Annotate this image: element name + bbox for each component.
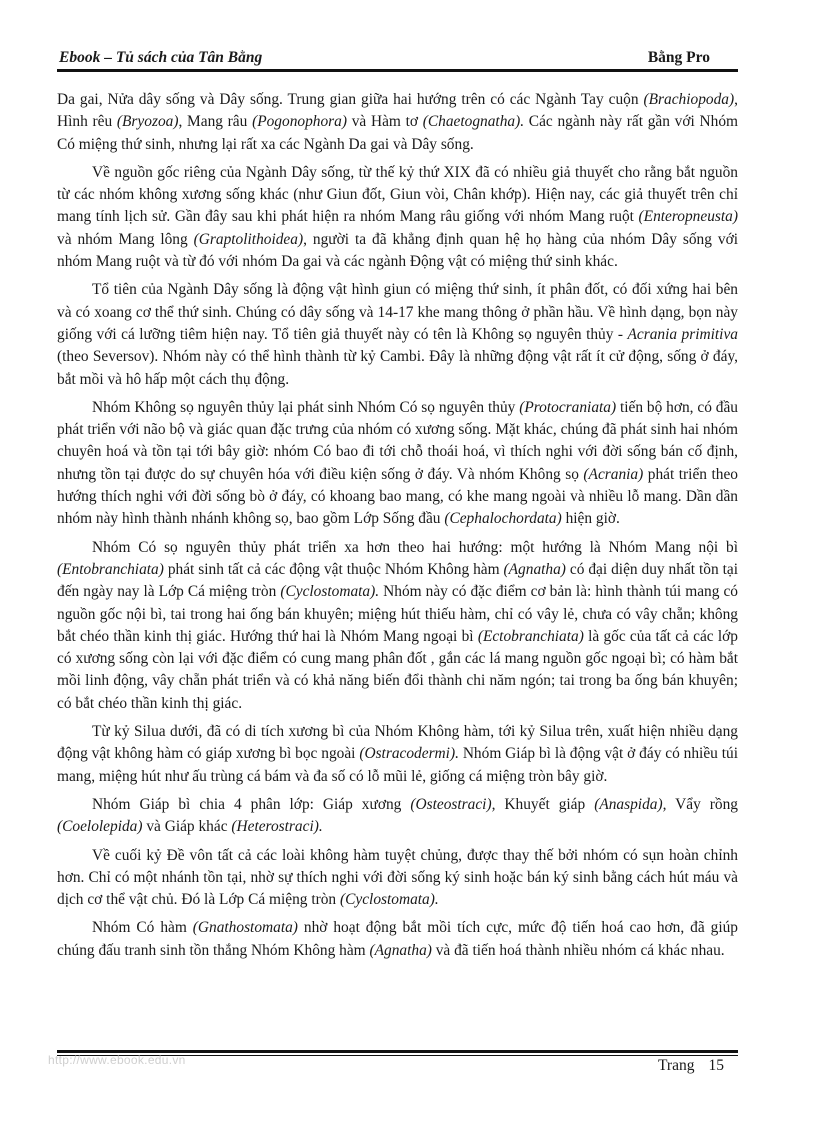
text-run: , Hình rêu	[57, 91, 738, 131]
text-run: (theo Seversov). Nhóm này có thể hình thành từ kỷ Cambi. Đây là những động vật rất ít cử động, sống ở đáy, bắt mồi và hô hấp một cách thụ động.	[57, 348, 738, 388]
paragraph	[57, 89, 738, 156]
text-run: Nhóm Giáp bì là động vật ở đáy có nhiều túi mang, miệng hút như ấu trùng cá bám và đa số có lỗ mũi lẻ, giống cá miệng tròn bây giờ.	[57, 745, 738, 785]
text-run: Từ kỷ Silua dưới, đã có di tích xương bì của Nhóm Không hàm, tới kỷ Silua trên, xuất hiện nhiều dạng động vật không hàm có giáp xương bì bọc ngoài	[57, 723, 738, 763]
header-ebook-title: Ebook – Tủ sách của Tân Bằng	[59, 49, 263, 66]
italic-term: (Coelolepida)	[57, 818, 143, 836]
text-run: , người ta đã khẳng định quan hệ họ hàng của nhóm Dây sống với nhóm Mang ruột và từ đó với nhóm Da gai và các ngành Động vật có miệng thứ sinh khác.	[57, 230, 738, 271]
italic-term: (Graptolithoidea)	[193, 230, 304, 248]
italic-term: (Cyclostomata).	[280, 583, 380, 601]
footer-watermark-url: http://www.ebook.edu.vn	[48, 1053, 186, 1067]
italic-term: (Agnatha)	[369, 941, 432, 959]
italic-term: (Acrania)	[583, 465, 644, 483]
page-label: Trang	[658, 1057, 695, 1074]
text-run: và Giáp khác	[142, 818, 232, 836]
italic-term: (Protocraniata)	[519, 398, 617, 416]
text-run: Nhóm Có sọ nguyên thủy phát triển xa hơn theo hai hướng: một hướng là Nhóm Mang nội bì	[92, 538, 738, 556]
paragraph	[57, 794, 738, 839]
text-run: Các ngành này rất gần với Nhóm Có miệng thứ sinh, nhưng lại rất xa các Ngành Da gai và Dây sống.	[57, 113, 738, 153]
paragraph	[57, 537, 738, 715]
italic-term: (Ostracodermi).	[359, 745, 459, 763]
paragraph	[57, 162, 738, 273]
italic-term: Acrania primitiva	[627, 325, 738, 343]
text-run: , Mang râu	[178, 113, 253, 131]
text-run: phát sinh tất cả các động vật thuộc Nhóm Không hàm	[163, 560, 504, 578]
italic-term: (Enteropneusta)	[638, 208, 738, 226]
text-run: Nhóm Giáp bì chia 4 phân lớp: Giáp xương	[92, 795, 411, 813]
page-number: 15	[708, 1057, 724, 1074]
italic-term: (Anaspida),	[594, 795, 667, 813]
italic-term: (Pogonophora)	[252, 113, 347, 131]
text-run: Về cuối kỷ Đề vôn tất cả các loài không hàm tuyệt chủng, được thay thế bởi nhóm có sụn hoàn chỉnh hơn. Chỉ có một nhánh tồn tại, nhờ sự thích nghi với đời sống ký sinh hoặc bán ký sinh bằng cách hút máu và dịch cơ thể vật chủ. Đó là Lớp Cá miệng tròn	[57, 846, 738, 909]
text-run: nhờ hoạt động bắt mồi tích cực, mức độ tiến hoá cao hơn, đã giúp chúng đấu tranh sinh tồn thắng Nhóm Không hàm	[57, 919, 738, 959]
text-run: Nhóm này có đặc điểm cơ bản là: hình thành túi mang có nguồn gốc nội bì, tai trong hai ống bán khuyên; miệng hút thiếu hàm, chỉ có vây lẻ, chưa có vây chẵn; không bắt chéo thần kinh thị giác. Hướng thứ hai là Nhóm Mang ngoại bì	[57, 583, 738, 645]
text-run: và đã tiến hoá thành nhiều nhóm cá khác nhau.	[431, 941, 725, 959]
text-run: Nhóm Không sọ nguyên thủy lại phát sinh Nhóm Có sọ nguyên thủy	[92, 398, 520, 416]
page-number-block	[658, 1057, 724, 1075]
text-run: tiến bộ hơn, có đầu phát triển với não bộ và giác quan đặc trưng của nhóm có xương sống. Mặt khác, chúng đã phát sinh hai nhóm chuyên hoá và tồn tại tới bây giờ: nhóm Có bao đi tới chỗ thoái hoá, vì thích nghi với đời sống bán cố định, nhưng tồn tại được do sự chuyên hóa với điều kiện sống ở đáy. Và nhóm Không sọ	[57, 398, 738, 483]
italic-term: (Brachiopoda)	[643, 91, 735, 108]
text-run: có đại diện duy nhất tồn tại đến ngày nay là Lớp Cá miệng tròn	[57, 560, 738, 601]
italic-term: (Agnatha)	[503, 560, 566, 578]
paragraph	[57, 279, 738, 390]
italic-term: (Chaetognatha).	[422, 113, 525, 131]
text-run: là gốc của tất cả các lớp có xương sống còn lại với đặc điểm có cung mang phân đốt , gắn các lá mang nguồn gốc ngoại bì; có hàm bắt mồi linh động, vây chẵn phát triển và có khả năng biến đổi thành chi năm ngón; tai trong ba ống bán khuyên; có bắt chéo thần kinh thị giác.	[57, 627, 738, 712]
paragraph	[57, 397, 738, 531]
paragraph	[57, 721, 738, 788]
text-run: hiện giờ.	[561, 510, 620, 528]
italic-term: (Cyclostomata).	[339, 891, 439, 909]
page-header	[57, 47, 738, 69]
text-run: phát triển theo hướng thích nghi với đời sống bò ở đáy, có khoang bao mang, có khe mang ngoài và nhiều lỗ mang. Dần dần nhóm này hình thành nhánh không sọ, bao gồm Lớp Sống đầu	[57, 465, 738, 528]
italic-term: (Heterostraci).	[231, 818, 323, 836]
text-run: Nhóm Có hàm	[92, 919, 193, 937]
text-run: Khuyết giáp	[495, 795, 595, 813]
italic-term: (Gnathostomata)	[192, 919, 298, 937]
italic-term: (Bryozoa)	[116, 113, 179, 131]
header-author: Bằng Pro	[647, 49, 710, 66]
text-run: Tổ tiên của Ngành Dây sống là động vật hình giun có miệng thứ sinh, ít phân đốt, có đối xứng hai bên và có xoang cơ thể thứ sinh. Chúng có dây sống và 14-17 khe mang thông ở phần hầu. Về hình dạng, bọn này giống với cá lưỡng tiêm hiện nay. Tổ tiên giả thuyết này có tên là Không sọ nguyên thủy -	[57, 281, 738, 343]
text-run: Vẩy rồng	[666, 795, 738, 813]
text-run: Da gai, Nửa dây sống và Dây sống. Trung gian giữa hai hướng trên có các Ngành Tay cuộn	[57, 91, 644, 108]
paragraph	[57, 917, 738, 962]
italic-term: (Cephalochordata)	[444, 510, 562, 528]
text-run: Về nguồn gốc riêng của Ngành Dây sống, từ thế kỷ thứ XIX đã có nhiều giả thuyết cho rằng bắt nguồn từ các nhóm không xương sống khác (như Giun đốt, Giun vòi, Chân khớp). Hiện nay, các giả thuyết trên chỉ mang tính lịch sử. Gần đây sau khi phát hiện ra nhóm Mang râu giống với nhóm Mang ruột	[57, 163, 738, 226]
paragraph	[57, 845, 738, 912]
italic-term: (Osteostraci),	[410, 795, 496, 813]
document-body	[57, 89, 738, 968]
text-run: và nhóm Mang lông	[57, 230, 194, 248]
italic-term: (Entobranchiata)	[57, 560, 164, 578]
italic-term: (Ectobranchiata)	[477, 627, 584, 645]
header-divider	[57, 69, 738, 72]
text-run: và Hàm tơ	[346, 113, 423, 131]
